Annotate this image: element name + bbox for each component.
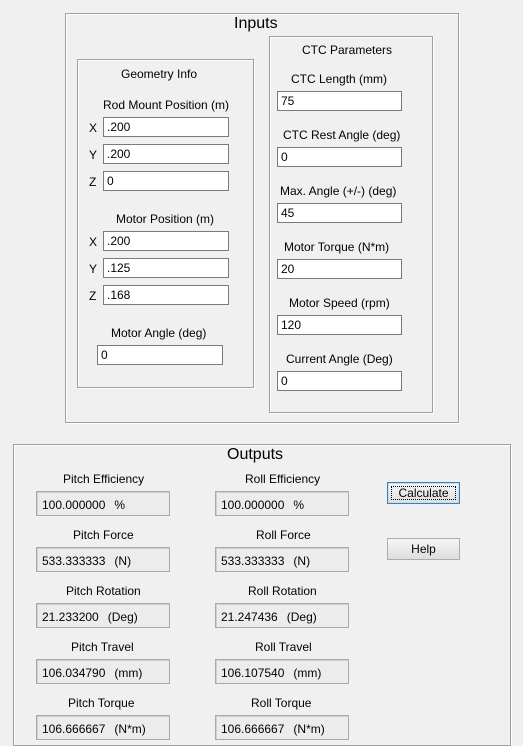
roll-torque-label: Roll Torque	[251, 696, 312, 710]
roll-force-label: Roll Force	[256, 528, 311, 542]
ctc-parameters-title: CTC Parameters	[302, 43, 393, 57]
roll-travel-label: Roll Travel	[255, 640, 312, 654]
current-angle-label: Current Angle (Deg)	[286, 352, 393, 366]
pitch-travel-output: 106.034790 (mm)	[36, 659, 170, 684]
rod-mount-x-label: X	[89, 121, 98, 135]
motor-angle-input[interactable]	[97, 345, 223, 365]
inputs-title: Inputs	[231, 15, 281, 33]
roll-force-unit: (N)	[293, 554, 311, 568]
roll-torque-output: 106.666667 (N*m)	[215, 715, 349, 740]
max-angle-input[interactable]	[277, 203, 402, 223]
pitch-efficiency-output: 100.000000 %	[36, 491, 170, 516]
roll-travel-output: 106.107540 (mm)	[215, 659, 349, 684]
motor-angle-label: Motor Angle (deg)	[111, 326, 207, 340]
roll-efficiency-label: Roll Efficiency	[245, 472, 321, 486]
rod-mount-x-input[interactable]	[103, 117, 229, 137]
rod-mount-y-label: Y	[89, 148, 98, 162]
pitch-force-unit: (N)	[114, 554, 132, 568]
motor-torque-input[interactable]	[277, 259, 402, 279]
rod-mount-y-input[interactable]	[103, 144, 229, 164]
motor-speed-input[interactable]	[277, 315, 402, 335]
motor-torque-label: Motor Torque (N*m)	[284, 240, 390, 254]
motor-position-z-label: Z	[89, 289, 97, 303]
pitch-torque-output: 106.666667 (N*m)	[36, 715, 170, 740]
pitch-travel-label: Pitch Travel	[71, 640, 134, 654]
roll-travel-unit: (mm)	[293, 666, 322, 680]
pitch-efficiency-unit: %	[114, 498, 126, 512]
motor-position-x-label: X	[89, 235, 98, 249]
motor-position-label: Motor Position (m)	[116, 212, 215, 226]
ctc-rest-angle-input[interactable]	[277, 147, 402, 167]
rod-mount-label: Rod Mount Position (m)	[103, 98, 230, 112]
pitch-force-output: 533.333333 (N)	[36, 547, 170, 572]
current-angle-input[interactable]	[277, 371, 402, 391]
rod-mount-z-label: Z	[89, 175, 97, 189]
roll-rotation-label: Roll Rotation	[248, 584, 317, 598]
pitch-travel-unit: (mm)	[114, 666, 143, 680]
roll-rotation-unit: (Deg)	[286, 610, 317, 624]
motor-position-x-input[interactable]	[103, 231, 229, 251]
pitch-rotation-output: 21.233200 (Deg)	[36, 603, 170, 628]
roll-torque-unit: (N*m)	[293, 722, 325, 736]
pitch-force-label: Pitch Force	[73, 528, 134, 542]
ctc-length-input[interactable]	[277, 91, 402, 111]
ctc-rest-angle-label: CTC Rest Angle (deg)	[283, 128, 401, 142]
motor-position-y-label: Y	[89, 262, 98, 276]
max-angle-label: Max. Angle (+/-) (deg)	[280, 184, 397, 198]
pitch-efficiency-label: Pitch Efficiency	[63, 472, 145, 486]
calculate-button[interactable]: Calculate	[387, 482, 460, 504]
pitch-torque-unit: (N*m)	[114, 722, 146, 736]
roll-efficiency-unit: %	[293, 498, 305, 512]
motor-position-z-input[interactable]	[103, 285, 229, 305]
outputs-title: Outputs	[224, 446, 286, 464]
pitch-torque-label: Pitch Torque	[68, 696, 135, 710]
pitch-rotation-unit: (Deg)	[107, 610, 138, 624]
rod-mount-z-input[interactable]	[103, 171, 229, 191]
geometry-title: Geometry Info	[121, 67, 198, 81]
motor-position-y-input[interactable]	[103, 258, 229, 278]
motor-speed-label: Motor Speed (rpm)	[289, 296, 390, 310]
help-button[interactable]: Help	[387, 538, 460, 560]
pitch-rotation-label: Pitch Rotation	[66, 584, 141, 598]
roll-force-output: 533.333333 (N)	[215, 547, 349, 572]
ctc-length-label: CTC Length (mm)	[291, 72, 388, 86]
roll-rotation-output: 21.247436 (Deg)	[215, 603, 349, 628]
roll-efficiency-output: 100.000000 %	[215, 491, 349, 516]
